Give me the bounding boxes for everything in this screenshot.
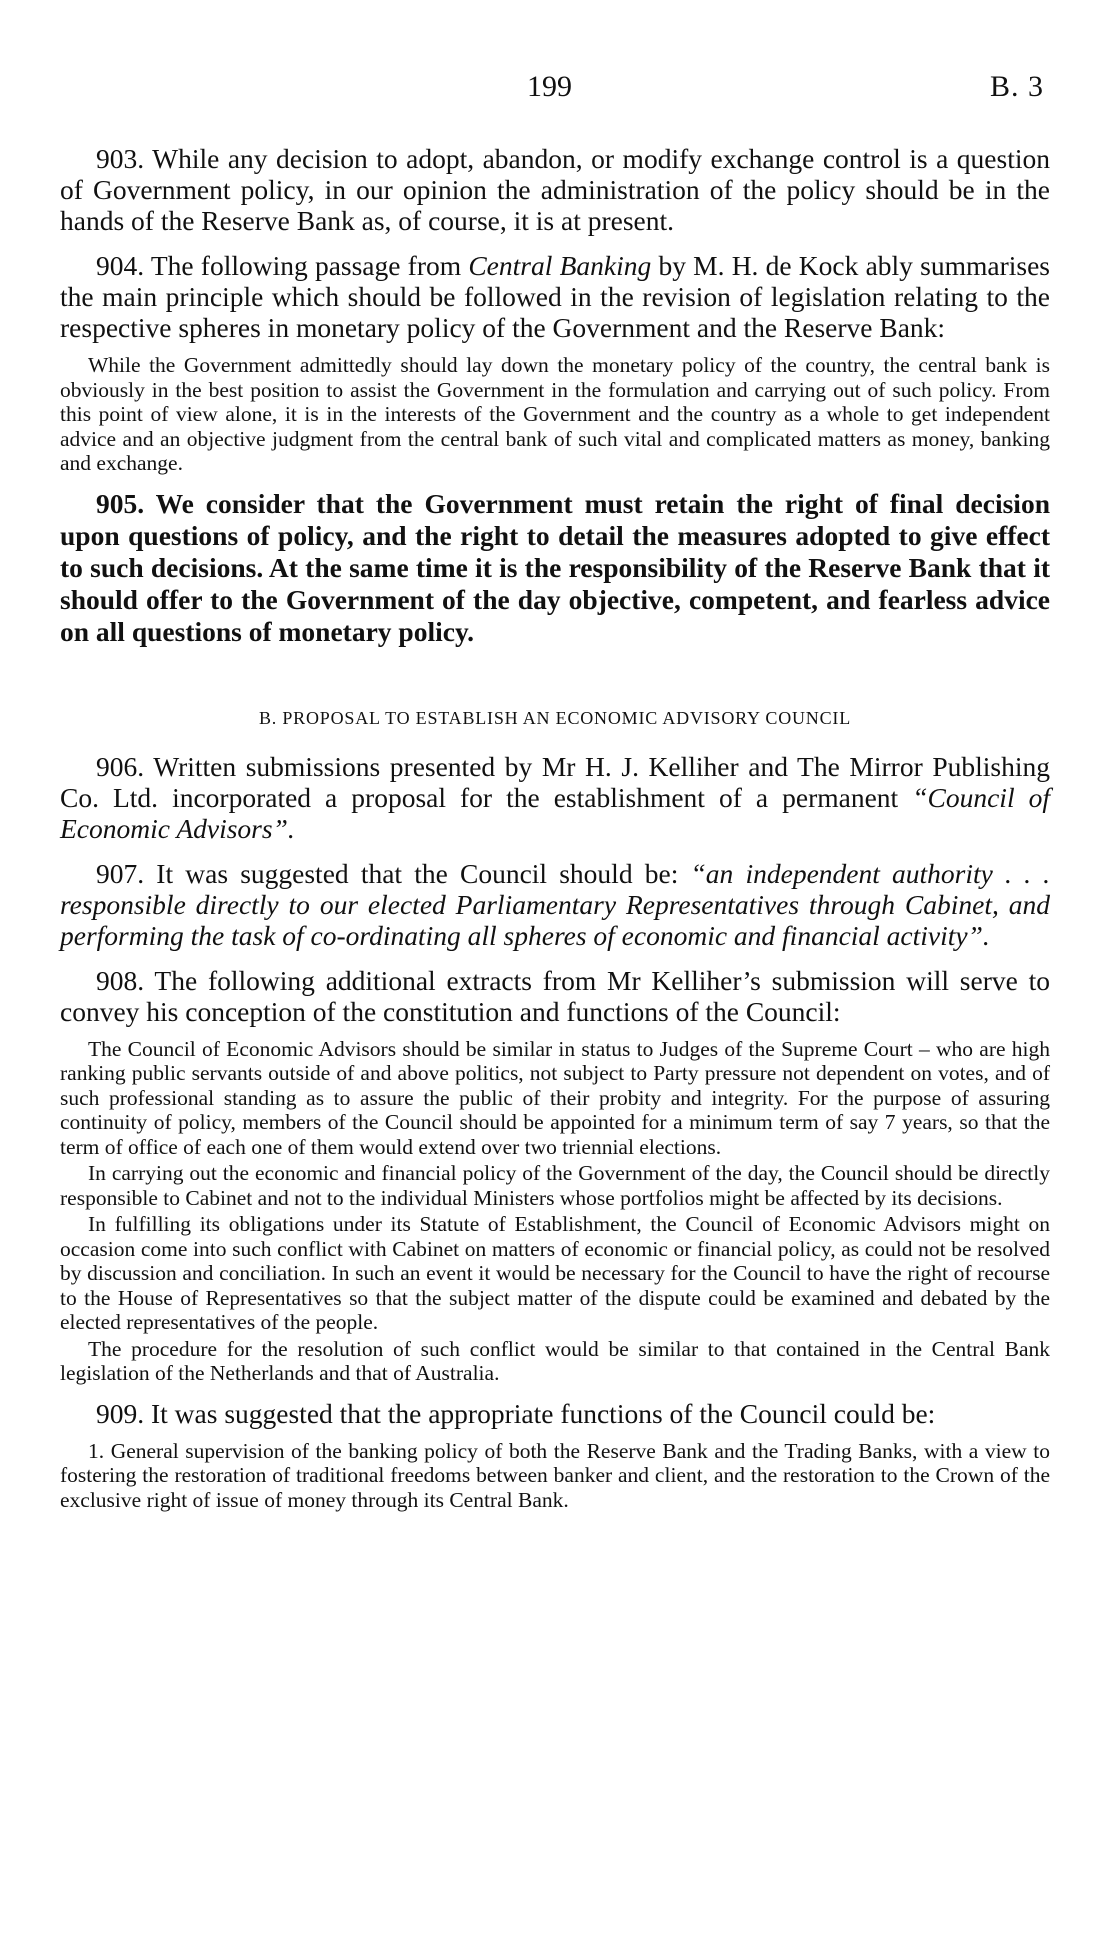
paragraph-906 (60, 751, 1050, 844)
paragraph-number: 907. (96, 857, 145, 889)
paragraph-907 (60, 858, 1050, 951)
paragraph-903 (60, 143, 1050, 236)
paragraph-text: We consider that the Government must retain the right of final decision upon questions of policy, and the right to detail the measures adopted to give effect to such decisions. At the same time it is the responsibility of the Reserve Bank that it should offer to the Government of the day objective, competent, and fearless advice on all questions of monetary policy. (60, 487, 1050, 647)
paragraph-number: 909. (96, 1397, 145, 1429)
page-header (0, 70, 1114, 110)
book-title: Central Banking (468, 250, 652, 281)
paragraph-number: 904. (96, 250, 145, 281)
paragraph-number: 905. (96, 487, 145, 519)
paragraph-number: 906. (96, 750, 145, 782)
quotation-908-1: The Council of Economic Advisors should be similar in status to Judges of the Supreme Court – who are high ranking public servants outside of and above politics, not subject to Party pressure not dependent on votes, and of such professional standing as to assure the public of their probity and integrity. For the purpose of assuring continuity of policy, members of the Council should be appointed for a minimum term of say 7 years, so that the term of office of each one of them would extend over two triennial elections. (60, 1036, 1050, 1159)
quoted-text: “an independent authority . . . responsible directly to our elected Parliamentary Representatives through Cabinet, and performing the task of co-ordinating all spheres of economic and financial activity”. (60, 857, 1050, 951)
paragraph-number: 908. (96, 964, 145, 996)
page-number: 199 (527, 70, 572, 103)
section-heading: B. PROPOSAL TO ESTABLISH AN ECONOMIC ADVISORY COUNCIL (258, 707, 852, 728)
quotation-904: While the Government admittedly should lay down the monetary policy of the country, the central bank is obviously in the best position to assist the Government in the formulation and carrying out of such policy. From this point of view alone, it is in the interests of the Government and the country as a whole to get independent advice and an objective judgment from the central bank of such vital and complicated matters as money, banking and exchange. (60, 353, 1050, 475)
paragraph-904 (60, 250, 1050, 343)
quotation-908-2: In carrying out the economic and financial policy of the Government of the day, the Council should be directly responsible to Cabinet and not to the individual Ministers whose portfolios might be affected by its decisions. (60, 1161, 1050, 1210)
quotation-908-4: The procedure for the resolution of such conflict would be similar to that contained in the Central Bank legislation of the Netherlands and that of Australia. (60, 1336, 1050, 1385)
quotation-909-item-1: 1. General supervision of the banking policy of both the Reserve Bank and the Trading Banks, with a view to fostering the restoration of traditional freedoms between banker and client, and the restoration to the Crown of the exclusive right of issue of money through its Central Bank. (60, 1438, 1050, 1512)
page-body (60, 143, 1050, 1524)
paragraph-text: It was suggested that the appropriate functions of the Council could be: (144, 1397, 936, 1429)
paragraph-text: The following additional extracts from Mr Kelliher’s submission will serve to convey his conception of the constitution and functions of the Council: (60, 964, 1050, 1027)
paragraph-text: by M. H. de Kock ably summarises the main principle which should be followed in the revision of legislation relating to the respective spheres in monetary policy of the Government and the Reserve Bank: (60, 250, 1050, 343)
document-code: B. 3 (989, 70, 1044, 103)
paragraph-905 (60, 488, 1050, 648)
paragraph-909 (60, 1398, 1050, 1429)
paragraph-text: It was suggested that the Council should be: (144, 857, 691, 889)
paragraph-number: 903. (96, 143, 145, 174)
paragraph-text: Written submissions presented by Mr H. J. Kelliher and The Mirror Publishing Co. Ltd. incorporated a proposal for the establishment of a permanent (60, 750, 1050, 813)
paragraph-text: The following passage from (144, 250, 469, 281)
quotation-908-3: In fulfilling its obligations under its Statute of Establishment, the Council of Economic Advisors might on occasion come into such conflict with Cabinet on matters of economic or financial policy, as could not be resolved by discussion and conciliation. In such an event it would be necessary for the Council to have the right of recourse to the House of Representatives so that the subject matter of the dispute could be examined and debated by the elected representatives of the people. (60, 1212, 1050, 1334)
paragraph-908 (60, 965, 1050, 1027)
quoted-text: “Council of Economic Advisors”. (60, 781, 1051, 844)
paragraph-text: While any decision to adopt, abandon, or modify exchange control is a question of Government policy, in our opinion the administration of the policy should be in the hands of the Reserve Bank as, of course, it is at present. (60, 143, 1050, 236)
